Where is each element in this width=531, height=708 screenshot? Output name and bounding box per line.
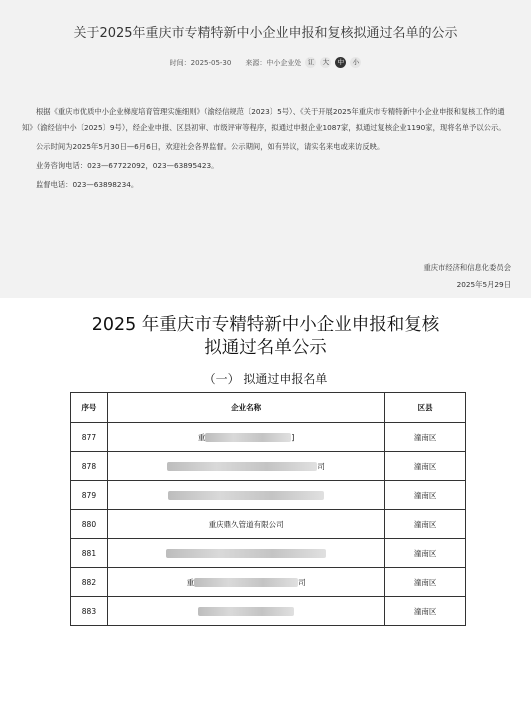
header-number: 序号 — [71, 393, 108, 423]
publish-source: 来源：中小企业处 — [245, 58, 302, 67]
redacted-company-name — [166, 549, 326, 558]
document-subtitle: （一） 拟通过申报名单 — [203, 372, 328, 386]
row-number: 877 — [71, 423, 108, 452]
font-size-large-button[interactable]: 大 — [320, 57, 331, 68]
table-row — [71, 568, 466, 597]
redacted-company-name — [198, 607, 294, 616]
company-name-cell — [107, 568, 384, 597]
font-size-small-button[interactable]: 小 — [350, 57, 361, 68]
district-cell: 潼南区 — [385, 539, 466, 568]
district-cell: 潼南区 — [385, 452, 466, 481]
company-list-table — [70, 392, 466, 626]
header-district: 区县 — [385, 393, 466, 423]
issuer-signature: 重庆市经济和信息化委员会 — [423, 263, 511, 272]
font-size-button-0[interactable]: 讧 — [305, 57, 316, 68]
header-company-name: 企业名称 — [107, 393, 384, 423]
table-row — [71, 452, 466, 481]
table-row — [71, 423, 466, 452]
document-title-line-1: 2025 年重庆市专精特新中小企业申报和复核 — [91, 315, 440, 335]
notice-meta — [0, 57, 531, 68]
document-title — [0, 314, 531, 360]
notice-panel — [0, 0, 531, 298]
company-name-cell — [107, 481, 384, 510]
district-cell: 潼南区 — [385, 423, 466, 452]
redacted-company-name — [194, 578, 298, 587]
district-cell: 潼南区 — [385, 597, 466, 626]
district-cell: 潼南区 — [385, 568, 466, 597]
district-cell: 潼南区 — [385, 510, 466, 539]
company-name-cell — [107, 510, 384, 539]
company-name-cell — [107, 452, 384, 481]
publish-time: 时间：2025-05-30 — [169, 58, 232, 67]
company-name: 重庆鼎久管道有限公司 — [208, 519, 284, 529]
table-row — [71, 539, 466, 568]
redacted-company-name — [167, 462, 317, 471]
table-header-row — [71, 393, 466, 423]
notice-paragraph-1: 根据《重庆市优质中小企业梯度培育管理实施细则》（渝经信规范〔2023〕5号）、《关于开展2025年重庆市专精特新中小企业申报和复核工作的通知》（渝经信中小〔2025〕9号），经企业申报、区县初审、市级评审等程序，拟通过申报企业1087家，拟通过复核企业1190家，现将名单予以公示。 — [22, 107, 506, 132]
issue-date: 2025年5月29日 — [456, 280, 511, 289]
notice-paragraph-2: 公示时间为2025年5月30日—6月6日，欢迎社会各界监督。公示期间，如有异议，请实名来电或来访反映。 — [36, 142, 385, 151]
supervision-phone: 监督电话：023—63898234。 — [36, 180, 139, 189]
company-name-cell — [107, 423, 384, 452]
company-name-visible-suffix: 司 — [298, 577, 306, 587]
redacted-company-name — [168, 491, 324, 500]
font-size-medium-button[interactable]: 中 — [335, 57, 346, 68]
company-name-cell — [107, 539, 384, 568]
row-number: 883 — [71, 597, 108, 626]
table-row — [71, 510, 466, 539]
company-name-visible-prefix: 重 — [197, 432, 206, 442]
company-name-cell — [107, 597, 384, 626]
table-row — [71, 481, 466, 510]
notice-body — [22, 104, 512, 193]
row-number: 882 — [71, 568, 108, 597]
document-title-line-2: 拟通过名单公示 — [204, 338, 327, 358]
redacted-company-name — [205, 433, 291, 442]
company-name-visible-suffix: 司 — [317, 461, 325, 471]
table-row — [71, 597, 466, 626]
row-number: 878 — [71, 452, 108, 481]
company-name-visible-suffix: ] — [291, 432, 295, 442]
row-number: 879 — [71, 481, 108, 510]
notice-title: 关于2025年重庆市专精特新中小企业申报和复核拟通过名单的公示 — [73, 26, 458, 41]
consult-phone: 业务咨询电话：023—67722092，023—63895423。 — [36, 161, 219, 170]
company-name-visible-prefix: 重 — [186, 577, 195, 587]
district-cell: 潼南区 — [385, 481, 466, 510]
row-number: 881 — [71, 539, 108, 568]
row-number: 880 — [71, 510, 108, 539]
